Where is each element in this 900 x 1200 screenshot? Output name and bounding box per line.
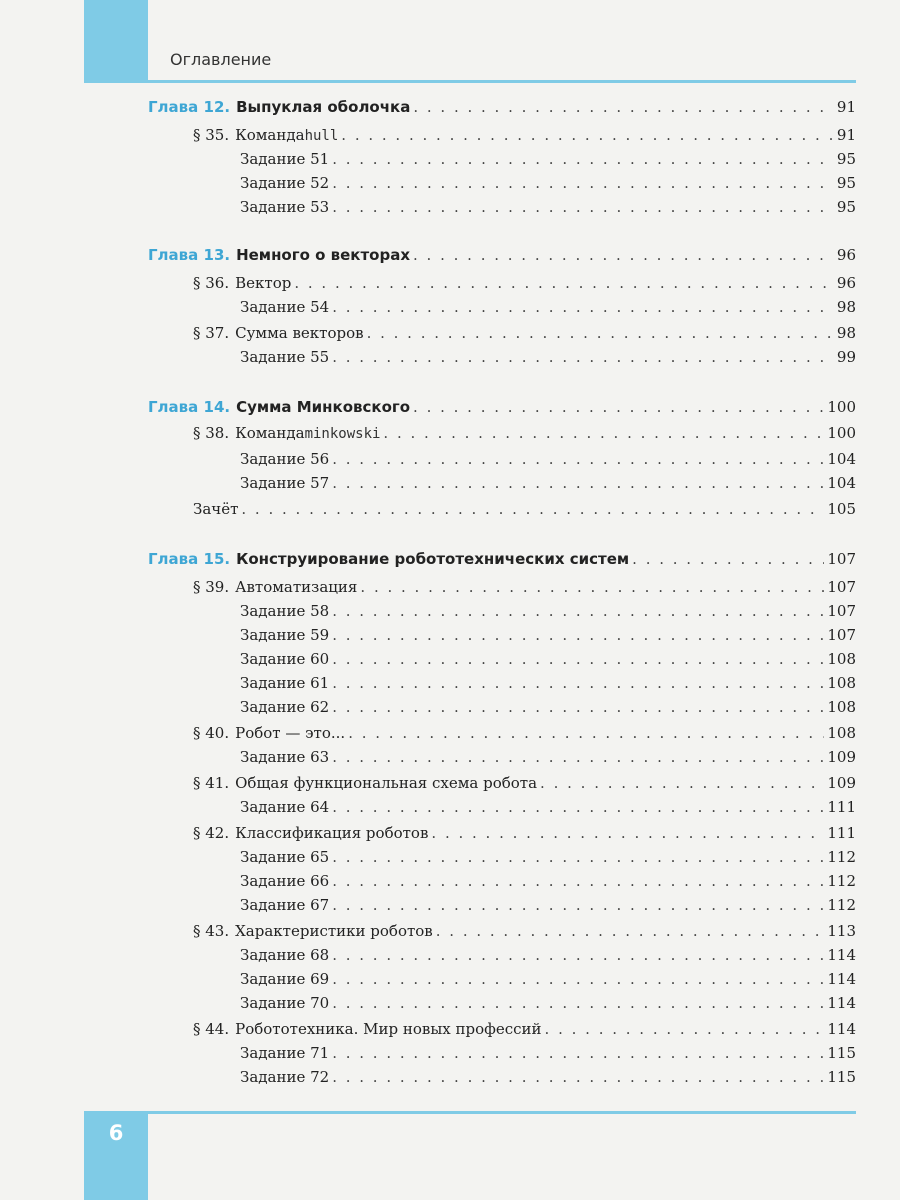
task-title: Задание 69 [240,970,330,988]
section-title: Команда [235,126,305,144]
dot-leader [241,500,824,518]
toc-entry-row [240,1044,856,1068]
toc-entry-row [240,798,856,822]
dot-leader [332,626,824,644]
section-number: § 36. [193,274,230,292]
toc-entry-row [240,994,856,1018]
dot-leader [332,198,834,216]
toc-page-number: 91 [836,98,856,116]
task-title: Задание 61 [240,674,330,692]
toc-page-number: 115 [827,1068,856,1086]
toc-page-number: 108 [827,650,856,668]
task-title: Задание 70 [240,994,330,1012]
toc-section-row [193,126,856,150]
toc-page-number: 99 [836,348,856,366]
toc-entry-row [240,848,856,872]
toc-entry-label [240,450,329,468]
toc-page-number: 112 [827,896,856,914]
toc-section-row [193,578,856,602]
section-number: § 42. [193,824,230,842]
toc-page-number: 96 [836,246,856,264]
section-title: Вектор [235,274,292,292]
toc-page-number: 100 [827,424,856,442]
toc-page-number: 98 [836,298,856,316]
toc-entry-row [193,500,856,524]
section-number: § 40. [193,724,230,742]
toc-entry-row [240,150,856,174]
toc-entry-label [193,500,238,518]
chapter-title: Конструирование робототехнических систем [236,550,630,568]
toc-entry-label [193,774,537,792]
toc-entry-label [240,1068,329,1086]
toc-entry-label [148,98,410,116]
dot-leader [332,1068,824,1086]
toc-page-number: 100 [827,398,856,416]
toc-page-number: 109 [827,748,856,766]
chapter-title: Сумма Минковского [236,398,411,416]
task-title: Задание 56 [240,450,330,468]
toc-entry-label [148,398,410,416]
dot-leader [348,724,824,742]
toc-chapter-row [148,398,856,422]
toc-entry-label [240,198,329,216]
toc-entry-row [240,896,856,920]
toc-entry-label [240,698,329,716]
section-number: § 38. [193,424,230,442]
dot-leader [332,348,834,366]
toc-page-number: 114 [827,970,856,988]
toc-section-row [193,824,856,848]
section-number: § 44. [193,1020,230,1038]
dot-leader [431,824,824,842]
task-title: Задание 59 [240,626,330,644]
command-name: hull [304,128,339,144]
toc-section-row [193,774,856,798]
toc-page-number: 95 [836,198,856,216]
toc-entry-row [240,946,856,970]
toc-entry-label [240,970,329,988]
toc-entry-row [240,872,856,896]
toc-page-number: 96 [836,274,856,292]
toc-entry-label [240,946,329,964]
toc-entry-row [240,174,856,198]
toc-entry-label [193,126,338,144]
dot-leader [332,946,824,964]
toc-page-number: 108 [827,724,856,742]
section-number: § 39. [193,578,230,596]
task-title: Задание 54 [240,298,330,316]
toc-entry-label [240,150,329,168]
dot-leader [332,474,824,492]
toc-entry-row [240,348,856,372]
command-name: minkowski [304,426,381,442]
toc-page-number: 112 [827,872,856,890]
task-title: Задание 52 [240,174,330,192]
dot-leader [294,274,834,292]
dot-leader [332,970,824,988]
task-title: Задание 66 [240,872,330,890]
toc-page-number: 107 [827,626,856,644]
toc-entry-row [240,198,856,222]
toc-page-number: 108 [827,674,856,692]
toc-entry-row [240,698,856,722]
toc-entry-label [240,994,329,1012]
section-title: Автоматизация [235,578,358,596]
toc-page-number: 107 [827,602,856,620]
toc-entry-label [240,298,329,316]
toc-entry-label [193,424,380,442]
toc-page-number: 112 [827,848,856,866]
dot-leader [332,698,824,716]
section-number: § 43. [193,922,230,940]
running-header-title: Оглавление [170,50,272,69]
toc-chapter-row [148,98,856,122]
chapter-number: Глава 15. [148,550,231,568]
footer-divider [84,1111,856,1114]
toc-entry-label [240,872,329,890]
toc-entry-label [240,474,329,492]
entry-title: Зачёт [193,500,239,518]
toc-page-number: 107 [827,578,856,596]
dot-leader [332,674,824,692]
chapter-number: Глава 12. [148,98,231,116]
dot-leader [332,994,824,1012]
dot-leader [332,896,824,914]
dot-leader [436,922,825,940]
section-title: Команда [235,424,305,442]
task-title: Задание 51 [240,150,330,168]
dot-leader [332,848,824,866]
task-title: Задание 58 [240,602,330,620]
toc-entry-row [240,602,856,626]
section-title: Характеристики роботов [235,922,433,940]
task-title: Задание 55 [240,348,330,366]
toc-entry-row [240,1068,856,1092]
toc-page-number: 104 [827,474,856,492]
toc-chapter-row [148,246,856,270]
toc-page-number: 111 [827,798,856,816]
task-title: Задание 63 [240,748,330,766]
section-number: § 35. [193,126,230,144]
toc-entry-label [193,824,428,842]
dot-leader [540,774,824,792]
toc-entry-row [240,748,856,772]
toc-section-row [193,922,856,946]
section-title: Классификация роботов [235,824,429,842]
task-title: Задание 68 [240,946,330,964]
task-title: Задание 72 [240,1068,330,1086]
task-title: Задание 64 [240,798,330,816]
toc-entry-row [240,474,856,498]
toc-page-number: 114 [827,946,856,964]
toc-page-number: 109 [827,774,856,792]
dot-leader [545,1020,825,1038]
dot-leader [413,246,834,264]
toc-page-number: 104 [827,450,856,468]
toc-entry-label [193,324,364,342]
toc-entry-label [240,650,329,668]
dot-leader [332,298,834,316]
toc-entry-label [240,174,329,192]
dot-leader [332,650,824,668]
task-title: Задание 57 [240,474,330,492]
task-title: Задание 67 [240,896,330,914]
dot-leader [332,602,824,620]
toc-entry-label [240,748,329,766]
toc-chapter-row [148,550,856,574]
toc-entry-label [240,348,329,366]
toc-section-row [193,274,856,298]
toc-entry-label [240,674,329,692]
toc-entry-label [193,274,291,292]
dot-leader [413,98,834,116]
toc-entry-row [240,450,856,474]
chapter-title: Немного о векторах [236,246,411,264]
toc-entry-label [240,626,329,644]
dot-leader [632,550,824,568]
toc-entry-label [240,896,329,914]
toc-entry-label [193,922,433,940]
toc-page-number: 108 [827,698,856,716]
section-number: § 37. [193,324,230,342]
toc-page-number: 91 [836,126,856,144]
toc-page-number: 105 [827,500,856,518]
toc-entry-label [148,550,629,568]
toc-page-number: 114 [827,1020,856,1038]
toc-page-number: 107 [827,550,856,568]
section-number: § 41. [193,774,230,792]
toc-page-number: 95 [836,150,856,168]
toc-section-row [193,324,856,348]
section-title: Общая функциональная схема робота [235,774,538,792]
task-title: Задание 65 [240,848,330,866]
toc-entry-label [148,246,410,264]
dot-leader [360,578,824,596]
dot-leader [332,1044,824,1062]
chapter-number: Глава 13. [148,246,231,264]
dot-leader [332,150,834,168]
toc-section-row [193,724,856,748]
toc-entry-label [193,724,345,742]
toc-entry-row [240,650,856,674]
chapter-number: Глава 14. [148,398,231,416]
toc-entry-label [240,848,329,866]
toc-entry-label [193,578,357,596]
toc-page-number: 98 [836,324,856,342]
dot-leader [383,424,824,442]
toc-page-number: 114 [827,994,856,1012]
dot-leader [413,398,824,416]
dot-leader [332,748,824,766]
task-title: Задание 62 [240,698,330,716]
toc-page-number: 95 [836,174,856,192]
toc-entry-row [240,626,856,650]
section-title: Робототехника. Мир новых профессий [235,1020,542,1038]
dot-leader [332,174,834,192]
section-title: Робот — это... [235,724,346,742]
task-title: Задание 53 [240,198,330,216]
toc-page-number: 115 [827,1044,856,1062]
task-title: Задание 71 [240,1044,330,1062]
task-title: Задание 60 [240,650,330,668]
section-title: Сумма векторов [235,324,364,342]
dot-leader [332,450,824,468]
toc-entry-label [240,602,329,620]
dot-leader [332,872,824,890]
toc-entry-label [240,798,329,816]
page-number: 6 [108,1121,124,1145]
toc-page-number: 113 [827,922,856,940]
toc-entry-row [240,674,856,698]
dot-leader [367,324,834,342]
toc-section-row [193,424,856,448]
toc-entry-row [240,298,856,322]
toc-page-number: 111 [827,824,856,842]
toc-entry-label [240,1044,329,1062]
toc-entry-row [240,970,856,994]
toc-entry-label [193,1020,542,1038]
dot-leader [341,126,834,144]
chapter-title: Выпуклая оболочка [236,98,411,116]
dot-leader [332,798,824,816]
toc-section-row [193,1020,856,1044]
